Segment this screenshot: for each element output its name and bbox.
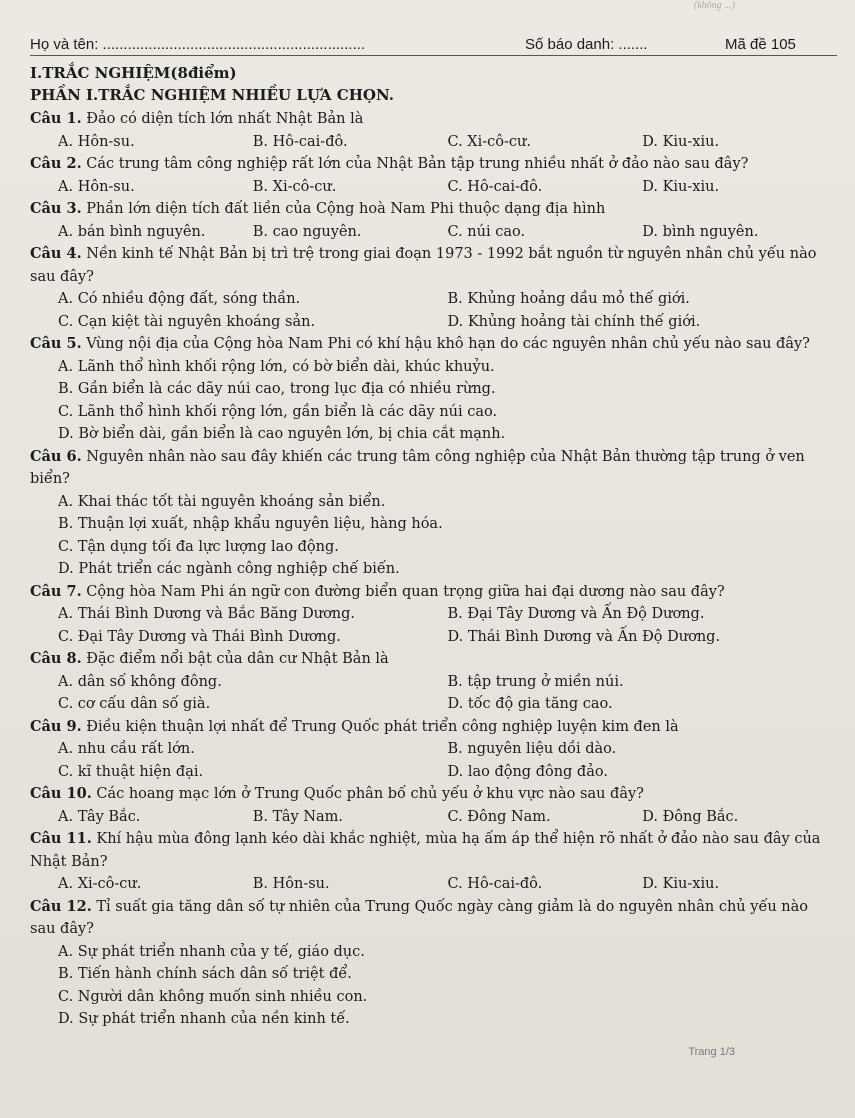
answer-options <box>30 356 837 446</box>
answer-option-b: B. Gần biển là các dãy núi cao, trong lục địa có nhiều rừng. <box>58 381 496 397</box>
question-number: Câu 4. <box>30 245 82 262</box>
answer-options <box>30 288 837 333</box>
answer-option-a: A. Hôn-su. <box>58 178 135 195</box>
answer-option-a: A. bán bình nguyên. <box>58 223 206 240</box>
answer-option-a: A. Tây Bắc. <box>58 808 141 825</box>
question-2 <box>30 153 837 198</box>
answer-options <box>30 806 837 829</box>
question-number: Câu 1. <box>30 110 82 127</box>
question-stem <box>30 153 837 176</box>
question-stem <box>30 198 837 221</box>
question-stem <box>30 333 837 356</box>
answer-option-c: C. cơ cấu dân số già. <box>58 696 211 712</box>
answer-options <box>30 221 837 244</box>
answer-option-c: C. Cạn kiệt tài nguyên khoáng sản. <box>58 313 316 330</box>
answer-option-a: A. Hôn-su. <box>58 133 135 150</box>
answer-option-d: D. Kiu-xiu. <box>642 133 720 150</box>
question-text: Vùng nội địa của Cộng hòa Nam Phi có khí hậu khô hạn do các nguyên nhân chủ yếu nào sau đây? <box>86 336 810 352</box>
question-text: Các hoang mạc lớn ở Trung Quốc phân bố chủ yếu ở khu vực nào sau đây? <box>96 786 644 802</box>
question-number: Câu 5. <box>30 335 82 352</box>
question-1 <box>30 108 837 153</box>
question-5 <box>30 333 837 446</box>
answer-options <box>30 491 837 581</box>
watermark-text: (không ...) <box>693 0 735 11</box>
question-number: Câu 2. <box>30 155 82 172</box>
answer-option-a: A. Sự phát triển nhanh của y tế, giáo dục. <box>58 943 365 960</box>
question-4 <box>30 243 837 333</box>
question-text: Điều kiện thuận lợi nhất để Trung Quốc phát triển công nghiệp luyện kim đen là <box>86 718 679 735</box>
answer-options <box>30 873 837 896</box>
question-7 <box>30 581 837 649</box>
answer-option-d: D. Kiu-xiu. <box>642 876 720 892</box>
answer-option-c: C. kĩ thuật hiện đại. <box>58 763 204 780</box>
answer-option-c: C. Hô-cai-đô. <box>447 876 543 892</box>
answer-option-c: C. núi cao. <box>447 223 526 240</box>
answer-option-d: D. Phát triển các ngành công nghiệp chế biến. <box>58 561 400 577</box>
answer-option-c: C. Lãnh thổ hình khối rộng lớn, gần biển là các dãy núi cao. <box>58 403 498 420</box>
answer-option-c: C. Hô-cai-đô. <box>447 178 543 195</box>
answer-option-b: B. nguyên liệu dồi dào. <box>447 741 617 757</box>
answer-option-c: C. Tận dụng tối đa lực lượng lao động. <box>58 538 339 555</box>
answer-option-b: B. Hô-cai-đô. <box>252 133 348 150</box>
answer-option-b: B. Tiến hành chính sách dân số triệt để. <box>58 966 352 982</box>
question-text: Nền kinh tế Nhật Bản bị trì trệ trong giai đoạn 1973 - 1992 bắt nguồn từ nguyên nhân chủ yếu nào sau đây? <box>30 246 817 285</box>
answer-option-b: B. Hôn-su. <box>252 876 330 892</box>
question-number: Câu 7. <box>30 582 82 600</box>
question-number: Câu 11. <box>30 830 92 847</box>
student-name-field: Họ và tên: ............................................................... <box>30 36 366 53</box>
question-3 <box>30 198 837 243</box>
question-11 <box>30 828 837 896</box>
answer-option-b: B. Thuận lợi xuất, nhập khẩu nguyên liệu, hàng hóa. <box>58 516 443 532</box>
answer-option-d: D. Khủng hoảng tài chính thế giới. <box>447 313 701 330</box>
section-title: I.TRẮC NGHIỆM(8điểm) <box>30 64 237 82</box>
answer-option-a: A. Lãnh thổ hình khối rộng lớn, có bờ biển dài, khúc khuỷu. <box>58 358 495 375</box>
question-number: Câu 12. <box>30 897 92 915</box>
answer-options <box>30 176 837 199</box>
question-stem <box>30 783 837 806</box>
question-stem <box>30 828 837 873</box>
exam-code: Mã đề 105 <box>725 36 796 53</box>
question-number: Câu 9. <box>30 717 82 735</box>
student-id-field: Số báo danh: ....... <box>525 36 648 53</box>
answer-option-a: A. Khai thác tốt tài nguyên khoáng sản biển. <box>58 493 386 510</box>
question-text: Phần lớn diện tích đất liền của Cộng hoà Nam Phi thuộc dạng địa hình <box>86 201 606 217</box>
answer-option-c: C. Đại Tây Dương và Thái Bình Dương. <box>58 628 341 645</box>
question-number: Câu 6. <box>30 447 82 465</box>
answer-option-d: D. tốc độ gia tăng cao. <box>447 696 613 712</box>
question-text: Đặc điểm nổi bật của dân cư Nhật Bản là <box>86 651 389 667</box>
answer-option-b: B. Xi-cô-cư. <box>252 178 337 195</box>
answer-option-d: D. lao động đông đảo. <box>447 763 608 780</box>
answer-option-b: B. Khủng hoảng dầu mỏ thế giới. <box>447 291 690 307</box>
answer-option-b: B. tập trung ở miền núi. <box>447 673 624 690</box>
answer-option-b: B. Tây Nam. <box>252 808 344 825</box>
question-text: Đảo có diện tích lớn nhất Nhật Bản là <box>86 111 364 127</box>
answer-option-d: D. Kiu-xiu. <box>642 178 720 195</box>
answer-options <box>30 738 837 783</box>
question-text: Các trung tâm công nghiệp rất lớn của Nhật Bản tập trung nhiều nhất ở đảo nào sau đây? <box>86 156 749 172</box>
answer-option-d: D. Sự phát triển nhanh của nền kinh tế. <box>58 1011 350 1027</box>
answer-option-d: D. Thái Bình Dương và Ấn Độ Dương. <box>447 628 721 645</box>
answer-option-a: A. Thái Bình Dương và Bắc Băng Dương. <box>58 606 356 622</box>
answer-option-d: D. Đông Bắc. <box>642 808 739 825</box>
question-text: Khí hậu mùa đông lạnh kéo dài khắc nghiệt, mùa hạ ấm áp thể hiện rõ nhất ở đảo nào sau đây của Nhật Bản? <box>30 831 821 870</box>
question-stem <box>30 108 837 131</box>
part-title: PHẦN I.TRẮC NGHIỆM NHIỀU LỰA CHỌN. <box>30 86 394 104</box>
answer-options <box>30 131 837 154</box>
question-text: Cộng hòa Nam Phi án ngữ con đường biển quan trọng giữa hai đại dương nào sau đây? <box>86 583 725 600</box>
answer-option-d: D. Bờ biển dài, gần biển là cao nguyên lớn, bị chia cắt mạnh. <box>58 426 506 442</box>
question-8 <box>30 648 837 716</box>
answer-option-c: C. Người dân không muốn sinh nhiều con. <box>58 988 368 1005</box>
question-text: Tỉ suất gia tăng dân số tự nhiên của Trung Quốc ngày càng giảm là do nguyên nhân chủ yếu nào sau đây? <box>30 898 809 937</box>
question-stem <box>30 648 837 671</box>
question-number: Câu 3. <box>30 200 82 217</box>
answer-option-c: C. Xi-cô-cư. <box>447 133 531 150</box>
answer-option-b: B. Đại Tây Dương và Ấn Độ Dương. <box>447 606 705 622</box>
answer-option-d: D. bình nguyên. <box>642 223 759 240</box>
exam-header <box>30 30 837 56</box>
question-9 <box>30 716 837 784</box>
question-6 <box>30 446 837 581</box>
question-list <box>30 108 837 1031</box>
question-stem <box>30 581 837 604</box>
question-stem <box>30 716 837 739</box>
answer-option-b: B. cao nguyên. <box>252 223 362 240</box>
question-stem <box>30 896 837 941</box>
answer-options <box>30 941 837 1031</box>
answer-option-a: A. nhu cầu rất lớn. <box>58 741 195 757</box>
answer-option-a: A. Có nhiều động đất, sóng thần. <box>58 291 301 307</box>
answer-option-c: C. Đông Nam. <box>447 808 551 825</box>
question-12 <box>30 896 837 1031</box>
answer-option-a: A. dân số không đông. <box>58 673 222 690</box>
question-10 <box>30 783 837 828</box>
answer-options <box>30 671 837 716</box>
question-stem <box>30 446 837 491</box>
question-text: Nguyên nhân nào sau đây khiến các trung tâm công nghiệp của Nhật Bản thường tập trung ở ven biển? <box>30 448 805 487</box>
page-number: Trang 1/3 <box>688 1046 735 1058</box>
answer-option-a: A. Xi-cô-cư. <box>58 876 142 892</box>
answer-options <box>30 603 837 648</box>
question-number: Câu 8. <box>30 650 82 667</box>
question-stem <box>30 243 837 288</box>
question-number: Câu 10. <box>30 785 92 802</box>
